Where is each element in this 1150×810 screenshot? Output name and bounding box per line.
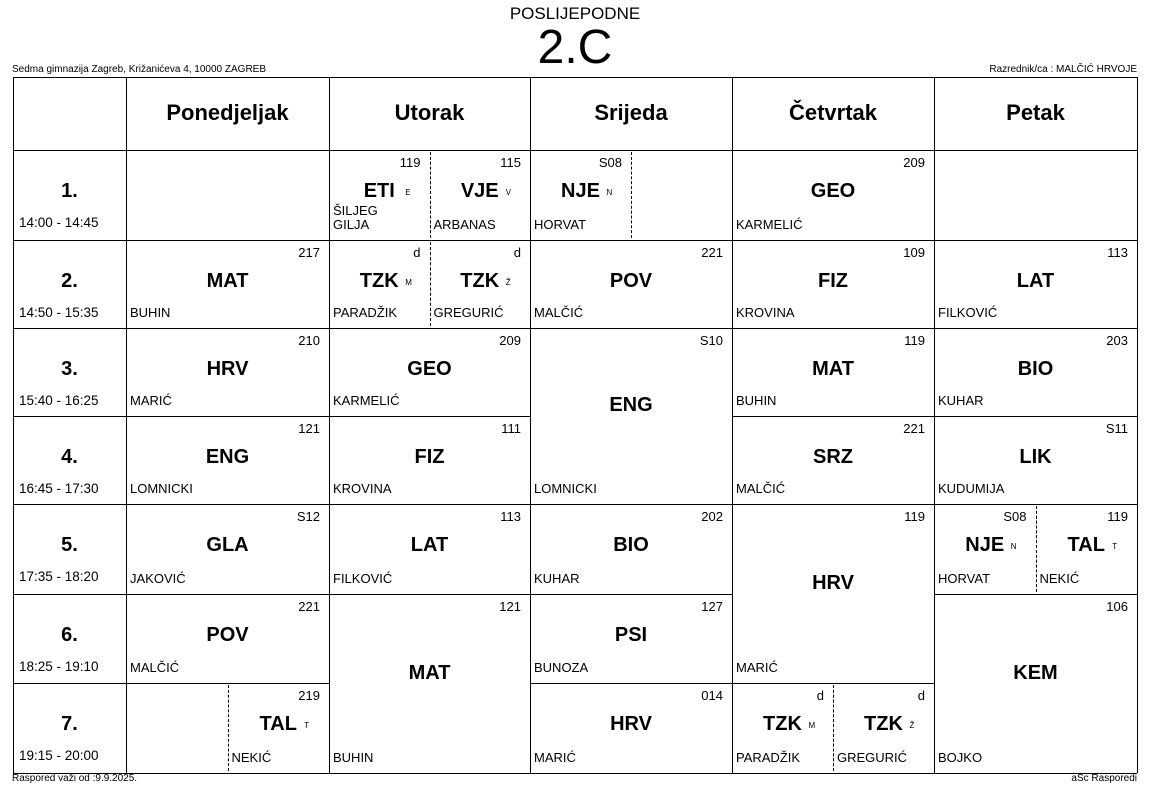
room-number: S12 (296, 509, 320, 524)
period-number: 6. (61, 624, 78, 646)
teacher-name: MARIĆ (736, 660, 778, 675)
teacher-name: GREGURIĆ (433, 305, 504, 320)
subject-label: MAT (408, 661, 451, 684)
teacher-name: KUDUMIJA (938, 481, 1005, 496)
teacher-name: JAKOVIĆ (130, 571, 186, 586)
room-number: 014 (701, 688, 723, 703)
room-number: 119 (904, 509, 925, 524)
teacher-name: NEKIĆ (231, 750, 272, 765)
grid-line (530, 328, 732, 329)
grid-line (329, 504, 530, 505)
period-time: 19:15 - 20:00 (19, 748, 99, 763)
period-number: 7. (61, 713, 78, 735)
room-number: 106 (1106, 599, 1128, 614)
room-number: 113 (1107, 245, 1128, 260)
room-number: 115 (500, 155, 521, 170)
subject-label: BIO (1017, 358, 1054, 380)
room-number: 217 (298, 245, 320, 260)
teacher-name: KARMELIĆ (333, 393, 400, 408)
subject-label: MAT (206, 270, 249, 292)
teacher-name: KROVINA (333, 481, 392, 496)
subject-label: KEM (1013, 661, 1058, 684)
subject-label: FIZ (818, 270, 848, 292)
grid-line (126, 328, 329, 329)
room-number: 221 (701, 245, 723, 260)
subject-label: LIK (1019, 446, 1052, 468)
room-number: 202 (701, 509, 723, 524)
class-teacher: Razrednik/ca : MALČIĆ HRVOJE (989, 64, 1137, 75)
grid-line (732, 504, 934, 505)
room-number: d (917, 688, 925, 703)
teacher-name: MARIĆ (534, 750, 576, 765)
subject-label: HRV (206, 358, 249, 380)
day-header: Utorak (394, 100, 465, 125)
subject-label: TZK (864, 713, 903, 735)
grid-line (13, 77, 14, 773)
group-tag: Ž (505, 278, 511, 287)
grid-line (934, 240, 1137, 241)
subject-label: TZK (460, 270, 500, 292)
room-number: 119 (1107, 509, 1128, 524)
room-number: 121 (298, 421, 320, 436)
teacher-name: MALČIĆ (736, 481, 786, 496)
subject-label: NJE (561, 180, 600, 202)
grid-line (13, 773, 1137, 774)
grid-line (732, 240, 934, 241)
teacher-name: GREGURIĆ (837, 750, 908, 765)
group-tag: M (808, 721, 816, 730)
group-divider (228, 685, 229, 771)
teacher-name: MALČIĆ (534, 305, 584, 320)
room-number: 203 (1106, 333, 1128, 348)
room-number: 219 (298, 688, 320, 703)
grid-line (934, 504, 1137, 505)
grid-line (126, 77, 127, 773)
teacher-name: ŠILJEG GILJA (333, 203, 378, 232)
group-tag: T (304, 721, 310, 730)
grid-line (934, 328, 1137, 329)
teacher-name: FILKOVIĆ (333, 571, 393, 586)
subject-label: GEO (810, 180, 856, 202)
grid-line (329, 240, 530, 241)
grid-line (13, 416, 126, 417)
grid-line (329, 416, 530, 417)
teacher-name: NEKIĆ (1039, 571, 1080, 586)
teacher-name: KARMELIĆ (736, 217, 803, 232)
valid-from: Raspored važi od :9.9.2025. (12, 773, 138, 784)
subject-label: TZK (763, 713, 802, 735)
subject-label: SRZ (813, 446, 853, 468)
grid-line (732, 416, 934, 417)
teacher-name: PARADŽIK (736, 750, 801, 765)
subject-label: TAL (259, 713, 297, 735)
day-header: Petak (1006, 100, 1065, 125)
room-number: d (816, 688, 824, 703)
room-number: 209 (499, 333, 521, 348)
day-header: Srijeda (594, 100, 668, 125)
subject-label: LAT (1016, 270, 1055, 292)
room-number: 209 (903, 155, 925, 170)
subject-label: PSI (614, 624, 648, 646)
group-tag: N (1010, 542, 1017, 551)
room-number: d (513, 245, 521, 260)
grid-line (329, 594, 530, 595)
group-divider (1036, 506, 1037, 592)
room-number: S08 (598, 155, 622, 170)
teacher-name: HORVAT (534, 217, 587, 232)
school-address: Sedma gimnazija Zagreb, Križanićeva 4, 10000 ZAGREB (12, 64, 267, 75)
grid-line (732, 328, 934, 329)
group-tag: E (405, 188, 411, 197)
period-time: 18:25 - 19:10 (19, 659, 99, 674)
grid-line (13, 328, 126, 329)
day-header: Ponedjeljak (166, 100, 289, 125)
grid-line (530, 683, 732, 684)
subject-label: HRV (610, 713, 652, 735)
teacher-name: MALČIĆ (130, 660, 180, 675)
group-tag: V (505, 188, 512, 197)
grid-line (126, 240, 329, 241)
group-tag: M (405, 278, 412, 287)
grid-line (934, 594, 1137, 595)
room-number: 111 (501, 421, 521, 436)
subject-label: TAL (1067, 534, 1105, 556)
subject-label: GEO (407, 358, 452, 380)
room-number: S11 (1105, 421, 1128, 436)
teacher-name: LOMNICKI (130, 481, 193, 496)
teacher-name: KUHAR (938, 393, 984, 408)
room-number: 119 (904, 333, 925, 348)
grid-line (530, 240, 732, 241)
period-number: 1. (61, 180, 78, 202)
subject-label: POV (609, 270, 653, 292)
teacher-name: BUHIN (333, 750, 374, 765)
room-number: d (413, 245, 421, 260)
period-number: 2. (61, 270, 78, 292)
room-number: 121 (499, 599, 521, 614)
period-time: 17:35 - 18:20 (19, 569, 99, 584)
subject-label: MAT (812, 358, 854, 380)
grid-line (934, 77, 935, 773)
grid-line (530, 504, 732, 505)
teacher-name: FILKOVIĆ (938, 305, 998, 320)
room-number: 119 (399, 155, 421, 170)
teacher-name: KROVINA (736, 305, 795, 320)
grid-line (126, 683, 329, 684)
teacher-name: ARBANAS (433, 217, 496, 232)
room-number: S08 (1003, 509, 1027, 524)
subject-label: FIZ (414, 446, 445, 468)
subject-label: LAT (410, 534, 449, 556)
room-number: 221 (903, 421, 925, 436)
group-divider (430, 242, 431, 326)
group-tag: Ž (909, 721, 915, 730)
teacher-name: KUHAR (534, 571, 580, 586)
subject-label: ENG (205, 446, 250, 468)
timetable-grid (13, 77, 1137, 773)
period-time: 15:40 - 16:25 (19, 393, 99, 408)
group-tag: T (1112, 542, 1118, 551)
subject-label: BIO (613, 534, 649, 556)
teacher-name: PARADŽIK (333, 305, 398, 320)
subject-label: POV (206, 624, 249, 646)
room-number: S10 (699, 333, 723, 348)
grid-line (13, 240, 126, 241)
grid-line (13, 683, 126, 684)
subject-label: HRV (812, 571, 854, 594)
grid-line (126, 594, 329, 595)
group-tag: N (606, 188, 613, 197)
period-number: 3. (61, 358, 78, 380)
grid-line (329, 77, 330, 773)
teacher-name: BOJKO (938, 750, 983, 765)
grid-line (13, 594, 126, 595)
group-divider (631, 152, 632, 238)
subject-label: ENG (609, 394, 653, 416)
group-divider (430, 152, 431, 238)
group-divider (833, 685, 834, 771)
teacher-name: HORVAT (938, 571, 991, 586)
grid-line (1137, 77, 1138, 773)
room-number: 113 (500, 509, 521, 524)
software-credit: aSc Rasporedi (1071, 773, 1137, 784)
teacher-name: BUHIN (130, 305, 171, 320)
grid-line (530, 77, 531, 773)
day-header: Četvrtak (788, 100, 878, 125)
room-number: 127 (701, 599, 723, 614)
grid-line (126, 504, 329, 505)
teacher-name: BUNOZA (534, 660, 589, 675)
room-number: 109 (903, 245, 925, 260)
subject-label: GLA (206, 534, 249, 556)
class-title: 2.C (537, 21, 613, 74)
room-number: 221 (298, 599, 320, 614)
subject-label: TZK (359, 270, 399, 292)
period-time: 16:45 - 17:30 (19, 481, 99, 496)
shift-label: POSLIJEPODNE (509, 4, 641, 23)
grid-line (13, 77, 1137, 78)
grid-line (13, 504, 126, 505)
subject-label: ETI (363, 180, 395, 202)
grid-line (732, 77, 733, 773)
teacher-name: MARIĆ (130, 393, 172, 408)
teacher-name: BUHIN (736, 393, 777, 408)
subject-label: VJE (460, 180, 499, 202)
grid-line (329, 328, 530, 329)
period-number: 4. (61, 446, 78, 468)
period-time: 14:50 - 15:35 (19, 305, 99, 320)
period-number: 5. (61, 534, 78, 556)
grid-line (530, 594, 732, 595)
grid-line (732, 683, 934, 684)
grid-line (13, 150, 1137, 151)
grid-line (126, 416, 329, 417)
period-time: 14:00 - 14:45 (19, 215, 99, 230)
room-number: 210 (298, 333, 320, 348)
grid-line (934, 416, 1137, 417)
subject-label: NJE (965, 534, 1005, 556)
teacher-name: LOMNICKI (534, 481, 597, 496)
